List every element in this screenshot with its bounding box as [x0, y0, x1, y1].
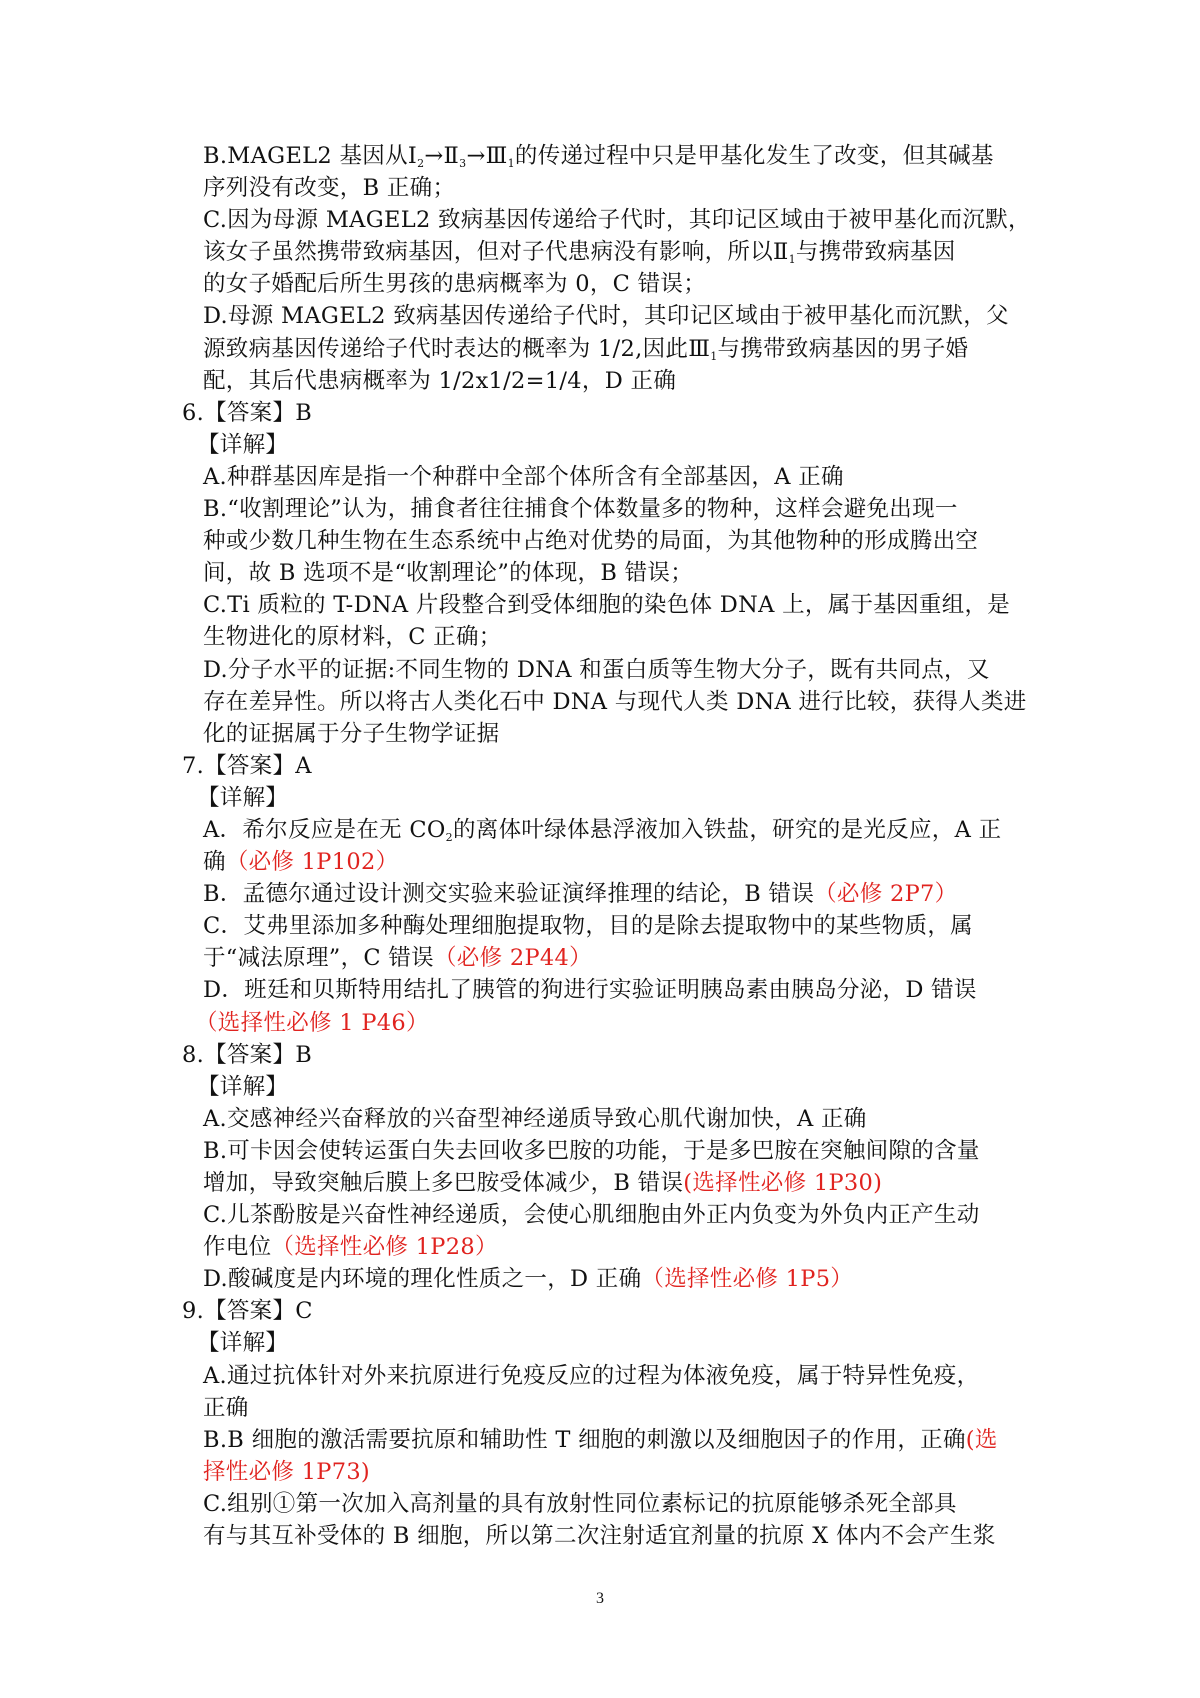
- q7-option-c-line2: [203, 942, 1039, 974]
- q9-detail-heading: 【详解】: [197, 1330, 289, 1357]
- q5-option-c-line1: C.因为母源 MAGEL2 致病基因传递给子代时，其印记区域由于被甲基化而沉默，: [203, 207, 1031, 234]
- q5-option-d-line2: [203, 333, 1039, 365]
- textbook-reference: （必修 2P44）: [433, 945, 592, 972]
- q6-option-b-line3: 间，故 B 选项不是“收割理论”的体现，B 错误；: [203, 560, 694, 587]
- q6-option-d-line1: D.分子水平的证据:不同生物的 DNA 和蛋白质等生物大分子，既有共同点，又: [203, 656, 990, 683]
- text: 确: [203, 849, 226, 876]
- q6-option-c-line1: C.Ti 质粒的 T-DNA 片段整合到受体细胞的染色体 DNA 上，属于基因重组，是: [203, 592, 1011, 619]
- q9-option-b-line2: [203, 1456, 1039, 1488]
- q8-option-c-line1: C.儿茶酚胺是兴奋性神经递质，会使心肌细胞由外正内负变为外负内正产生动: [203, 1202, 980, 1229]
- text: 作电位: [203, 1234, 272, 1261]
- q6-option-c-line2: 生物进化的原材料，C 正确；: [203, 624, 502, 651]
- textbook-reference: （选择性必修 1P5）: [641, 1266, 854, 1293]
- text: 与携带致病基因的男子婚: [717, 335, 969, 362]
- q7-option-d-line2: [195, 1007, 1039, 1039]
- q8-answer: 8.【答案】B: [182, 1041, 313, 1068]
- q7-option-a-line2: [203, 846, 1039, 878]
- subscript: 1: [507, 157, 515, 170]
- subscript: 2: [417, 157, 425, 170]
- text: D.酸碱度是内环境的理化性质之一，D 正确: [203, 1266, 642, 1293]
- text: 的离体叶绿体悬浮液加入铁盐，研究的是光反应，A 正: [452, 816, 1002, 843]
- q9-option-a-line2: 正确: [203, 1394, 249, 1421]
- textbook-reference: (选: [965, 1426, 998, 1453]
- text: B.MAGEL2 基因从Ⅰ: [203, 143, 418, 169]
- q6-detail-heading: 【详解】: [197, 431, 289, 458]
- q7-option-b: [203, 878, 1039, 910]
- textbook-reference: （必修 2P7）: [814, 881, 958, 908]
- textbook-reference: （选择性必修 1 P46）: [195, 1009, 429, 1036]
- q5-option-b-line1: [203, 140, 1039, 172]
- q6-option-b-line2: 种或少数几种生物在生态系统中占绝对优势的局面，为其他物种的形成腾出空: [203, 528, 979, 555]
- textbook-reference: 择性必修 1P73): [203, 1458, 371, 1485]
- q8-option-b-line2: [203, 1167, 1039, 1199]
- text: A．希尔反应是在无 CO: [203, 816, 446, 843]
- q8-option-d: [203, 1263, 1039, 1295]
- text: →Ⅲ: [466, 143, 508, 169]
- q5-option-d-line3: 配，其后代患病概率为 1/2x1/2=1/4，D 正确: [203, 367, 677, 394]
- text: 源致病基因传递给子代时表达的概率为 1/2,因此Ⅲ: [203, 335, 711, 362]
- page-number: 3: [596, 1590, 604, 1607]
- q9-answer: 9.【答案】C: [182, 1298, 313, 1325]
- subscript: 1: [710, 349, 718, 363]
- q6-option-a: A.种群基因库是指一个种群中全部个体所含有全部基因，A 正确: [203, 463, 844, 490]
- q8-option-b-line1: B.可卡因会使转运蛋白失去回收多巴胺的功能，于是多巴胺在突触间隙的含量: [203, 1137, 980, 1164]
- text: →Ⅱ: [424, 143, 460, 169]
- textbook-reference: (选择性必修 1P30): [683, 1170, 883, 1196]
- q8-option-a: A.交感神经兴奋释放的兴奋型神经递质导致心肌代谢加快，A 正确: [203, 1105, 867, 1132]
- subscript: 3: [459, 157, 467, 170]
- answer-explanations: [182, 140, 1039, 1552]
- q5-option-b-line2: 序列没有改变，B 正确；: [203, 175, 456, 202]
- q9-option-a-line1: A.通过抗体针对外来抗原进行免疫反应的过程为体液免疫，属于特异性免疫，: [203, 1362, 980, 1389]
- q7-option-c-line1: C．艾弗里添加多种酶处理细胞提取物，目的是除去提取物中的某些物质，属: [203, 913, 973, 940]
- q9-option-b-line1: [203, 1424, 1039, 1456]
- q7-answer: 7.【答案】A: [182, 752, 312, 779]
- q5-option-c-line2: [203, 236, 1039, 268]
- q9-option-c-line2: 有与其互补受体的 B 细胞，所以第二次注射适宜剂量的抗原 X 体内不会产生浆: [203, 1523, 996, 1550]
- text: B.B 细胞的激活需要抗原和辅助性 T 细胞的刺激以及细胞因子的作用，正确: [203, 1426, 966, 1453]
- q6-option-b-line1: B.“收割理论”认为，捕食者往往捕食个体数量多的物种，这样会避免出现一: [203, 496, 958, 523]
- q6-answer: 6.【答案】B: [182, 399, 313, 426]
- q7-option-d-line1: D．班廷和贝斯特用结扎了胰管的狗进行实验证明胰岛素由胰岛分泌，D 错误: [203, 977, 977, 1004]
- text: 与携带致病基因: [795, 239, 956, 266]
- q8-option-c-line2: [203, 1231, 1039, 1263]
- text: 该女子虽然携带致病基因，但对子代患病没有影响，所以Ⅱ: [203, 239, 789, 266]
- q6-option-d-line3: 化的证据属于分子生物学证据: [203, 720, 500, 747]
- q8-detail-heading: 【详解】: [197, 1073, 289, 1100]
- text: B．孟德尔通过设计测交实验来验证演绎推理的结论，B 错误: [203, 881, 815, 908]
- subscript: 2: [445, 830, 453, 844]
- q7-option-a-line1: [203, 814, 1039, 846]
- q6-option-d-line2: 存在差异性。所以将古人类化石中 DNA 与现代人类 DNA 进行比较，获得人类进: [203, 688, 1027, 715]
- q9-option-c-line1: C.组别①第一次加入高剂量的具有放射性同位素标记的抗原能够杀死全部具: [203, 1490, 957, 1517]
- subscript: 1: [788, 253, 796, 267]
- textbook-reference: （必修 1P102）: [225, 849, 399, 876]
- q7-detail-heading: 【详解】: [197, 784, 289, 811]
- text: 的传递过程中只是甲基化发生了改变，但其碱基: [514, 143, 994, 169]
- text: 增加，导致突触后膜上多巴胺受体减少，B 错误: [203, 1170, 684, 1196]
- q5-option-d-line1: D.母源 MAGEL2 致病基因传递给子代时，其印记区域由于被甲基化而沉默，父: [203, 303, 1009, 330]
- text: 于“减法原理”，C 错误: [203, 945, 434, 972]
- q5-option-c-line3: 的女子婚配后所生男孩的患病概率为 0，C 错误；: [203, 271, 707, 298]
- textbook-reference: （选择性必修 1P28）: [271, 1234, 498, 1261]
